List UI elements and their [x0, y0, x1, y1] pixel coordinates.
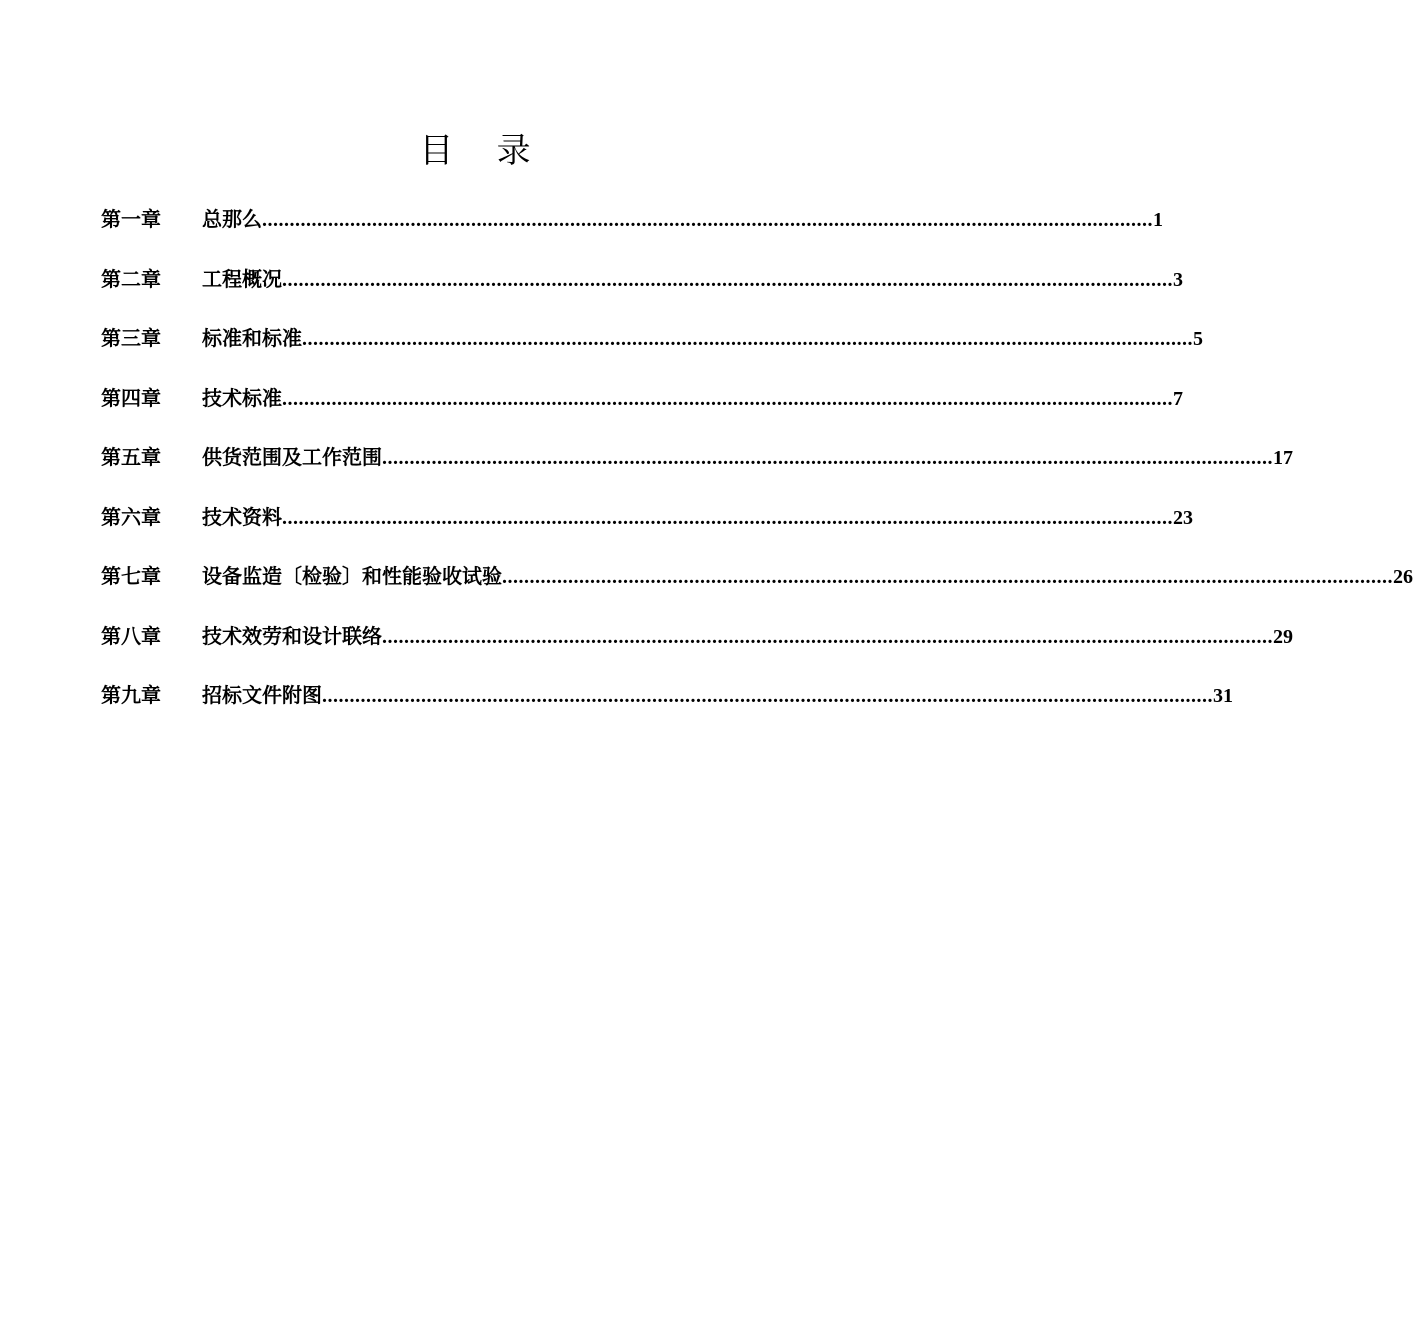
page-number: 5 — [1193, 328, 1203, 350]
dot-leader: .................................................................................................................................................................. — [282, 506, 1173, 529]
chapter-title: 总那么 — [202, 207, 262, 231]
toc-entry-1[interactable] — [101, 196, 1163, 256]
page-number: 31 — [1213, 685, 1233, 707]
toc-entry-8[interactable] — [101, 613, 1293, 673]
dot-leader: .................................................................................................................................................................. — [302, 328, 1193, 350]
chapter-title: 供货范围及工作范围 — [202, 445, 382, 469]
dot-leader: .................................................................................................................................................................. — [322, 685, 1213, 707]
chapter-number: 第四章 — [101, 385, 161, 410]
chapter-title: 设备监造〔检验〕和性能验收试验 — [202, 564, 502, 588]
chapter-number: 第五章 — [101, 445, 161, 469]
page-number: 17 — [1273, 447, 1293, 469]
page-number: 29 — [1273, 625, 1293, 648]
page-number: 23 — [1173, 506, 1193, 529]
chapter-number: 第三章 — [101, 326, 161, 350]
toc-entry-3[interactable] — [101, 315, 1203, 375]
dot-leader: .................................................................................................................................................................. — [502, 566, 1393, 588]
toc-entry-5[interactable] — [101, 434, 1293, 494]
page-number: 7 — [1173, 387, 1183, 410]
chapter-number: 第八章 — [101, 623, 161, 648]
page-number: 1 — [1153, 209, 1163, 231]
page-number: 26 — [1393, 566, 1413, 588]
page-number: 3 — [1173, 268, 1183, 291]
chapter-title: 技术资料 — [202, 504, 282, 529]
chapter-title: 技术标准 — [202, 385, 282, 410]
dot-leader: .................................................................................................................................................................. — [262, 209, 1153, 231]
toc-entry-9[interactable] — [101, 672, 1233, 732]
table-of-contents — [101, 196, 1413, 732]
chapter-title: 标准和标准 — [202, 326, 302, 350]
chapter-number: 第七章 — [101, 564, 161, 588]
dot-leader: .................................................................................................................................................................. — [382, 625, 1273, 648]
toc-entry-4[interactable] — [101, 375, 1183, 435]
dot-leader: .................................................................................................................................................................. — [382, 447, 1273, 469]
dot-leader: .................................................................................................................................................................. — [282, 268, 1173, 291]
chapter-title: 工程概况 — [202, 266, 282, 291]
dot-leader: .................................................................................................................................................................. — [282, 387, 1173, 410]
chapter-number: 第九章 — [101, 683, 161, 707]
chapter-number: 第六章 — [101, 504, 161, 529]
chapter-title: 技术效劳和设计联络 — [202, 623, 382, 648]
chapter-title: 招标文件附图 — [202, 683, 322, 707]
toc-entry-6[interactable] — [101, 494, 1193, 554]
toc-heading: 目 录 — [419, 131, 531, 171]
toc-entry-7[interactable] — [101, 553, 1413, 613]
chapter-number: 第一章 — [101, 207, 161, 231]
toc-entry-2[interactable] — [101, 256, 1183, 316]
chapter-number: 第二章 — [101, 266, 161, 291]
